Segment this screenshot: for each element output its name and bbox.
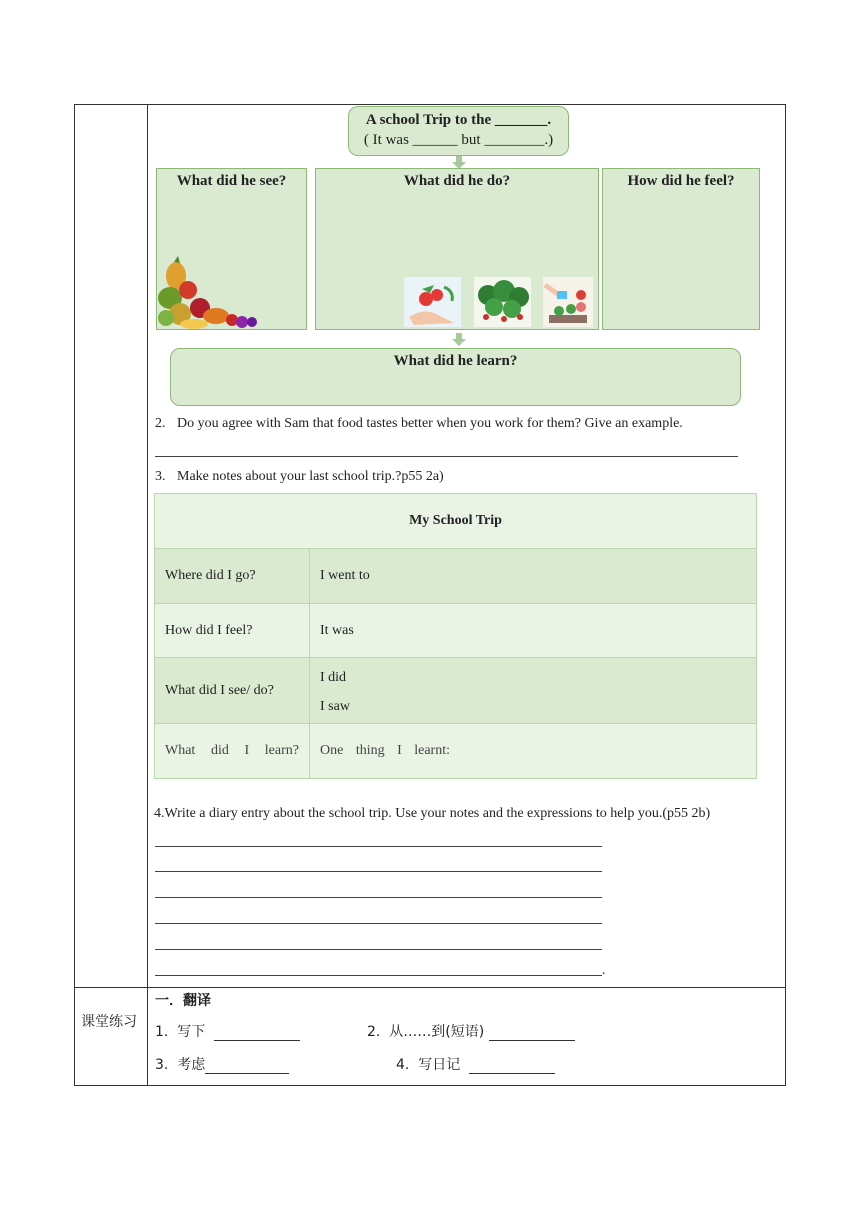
writing-line[interactable] [155, 923, 602, 924]
answer-line[interactable] [155, 456, 738, 457]
watering-plants-image [543, 277, 593, 327]
feel-heading: How did he feel? [627, 173, 735, 189]
translate-item-2: 2. 从……到(短语) [367, 1021, 575, 1041]
table-cell-question: What did I learn? [155, 724, 310, 779]
translate-item-1: 1. 写下 [155, 1021, 300, 1041]
feel-box [602, 168, 760, 330]
end-period: . [602, 963, 606, 978]
organizer-title-box [348, 106, 569, 156]
table-row [155, 658, 757, 724]
answer-i-did: I did [320, 669, 347, 685]
organizer-subtitle: ( It was ______ but ________.) [363, 132, 554, 148]
question-3 [155, 469, 444, 485]
picking-strawberries-image [404, 277, 461, 327]
question-4-text: 4.Write a diary entry about the school trip. Use your notes and the expressions to help you.(p55 2b) [154, 806, 711, 821]
learn-heading: What did he learn? [393, 353, 518, 369]
blank-1[interactable] [214, 1026, 300, 1041]
question-3-number: 3. [155, 469, 166, 484]
answer-i-saw: I saw [320, 698, 350, 714]
side-label: 课堂练习 [81, 1014, 137, 1030]
column-divider [147, 105, 148, 1085]
table-row [155, 549, 757, 604]
writing-line[interactable] [155, 871, 602, 872]
writing-line[interactable] [155, 975, 602, 976]
notes-table [154, 493, 757, 779]
table-row [155, 604, 757, 658]
table-cell-answer[interactable]: It was [310, 604, 757, 658]
writing-line[interactable] [155, 846, 602, 847]
table-cell-question: How did I feel? [155, 604, 310, 658]
blank-3[interactable] [205, 1059, 289, 1074]
row-divider [75, 987, 785, 988]
translate-item-4: 4. 写日记 [396, 1054, 555, 1074]
blank-2[interactable] [489, 1026, 575, 1041]
writing-line[interactable] [155, 949, 602, 950]
do-heading: What did he do? [403, 173, 511, 189]
vegetable-garden-image [474, 277, 531, 327]
blank-4[interactable] [469, 1059, 555, 1074]
question-3-text: Make notes about your last school trip.?p55 2a) [177, 469, 444, 484]
table-row [155, 724, 757, 779]
learn-box [170, 348, 741, 406]
question-2-number: 2. [155, 416, 166, 431]
writing-line[interactable] [155, 897, 602, 898]
table-cell-question: What did I see/ do? [155, 658, 310, 724]
fruit-vegetables-image [158, 256, 268, 330]
organizer-title: A school Trip to the _______. [365, 112, 552, 128]
table-cell-question: Where did I go? [155, 549, 310, 604]
question-2 [155, 416, 683, 432]
translate-item-3: 3. 考虑 [155, 1054, 289, 1074]
notes-table-title: My School Trip [155, 494, 757, 549]
question-2-text: Do you agree with Sam that food tastes better when you work for them? Give an example. [177, 416, 683, 431]
section-title: 一．翻译 [155, 993, 211, 1009]
table-cell-answer[interactable]: One thing I learnt: [310, 724, 757, 779]
table-cell-answer[interactable]: I went to [310, 549, 757, 604]
table-cell-answer[interactable] [310, 658, 757, 724]
see-heading: What did he see? [176, 173, 287, 189]
